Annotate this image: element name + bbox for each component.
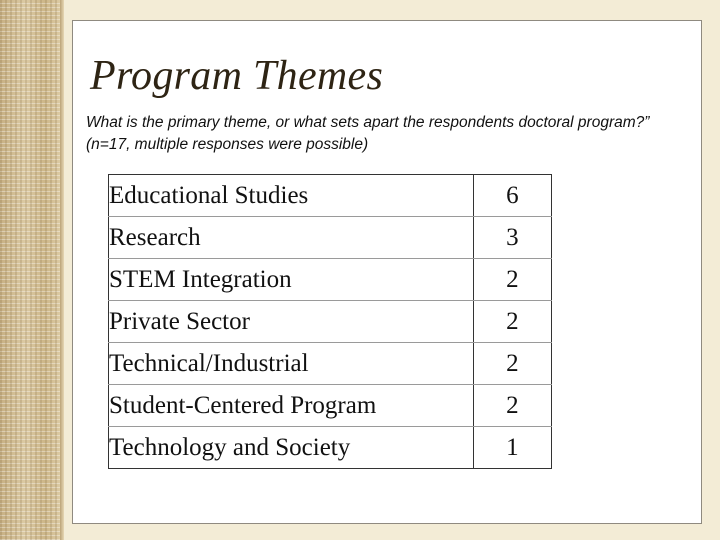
theme-count-cell: 2 bbox=[473, 343, 551, 385]
slide-subtitle: What is the primary theme, or what sets apart the respondents doctoral program?” (n=17, multiple responses were possible) bbox=[86, 114, 650, 153]
theme-count-cell: 2 bbox=[473, 385, 551, 427]
theme-name-cell: Educational Studies bbox=[109, 175, 474, 217]
themes-table bbox=[108, 174, 552, 469]
table-row bbox=[109, 385, 552, 427]
table-row bbox=[109, 217, 552, 259]
theme-count-cell: 6 bbox=[473, 175, 551, 217]
table-row bbox=[109, 301, 552, 343]
theme-name-cell: Technology and Society bbox=[109, 427, 474, 469]
table-row bbox=[109, 175, 552, 217]
table-row bbox=[109, 343, 552, 385]
theme-name-cell: Student-Centered Program bbox=[109, 385, 474, 427]
table-row bbox=[109, 427, 552, 469]
theme-count-cell: 3 bbox=[473, 217, 551, 259]
decorative-side-strip bbox=[0, 0, 64, 540]
theme-count-cell: 1 bbox=[473, 427, 551, 469]
theme-name-cell: Private Sector bbox=[109, 301, 474, 343]
theme-name-cell: Technical/Industrial bbox=[109, 343, 474, 385]
slide-title: Program Themes bbox=[90, 53, 384, 99]
theme-name-cell: STEM Integration bbox=[109, 259, 474, 301]
theme-count-cell: 2 bbox=[473, 259, 551, 301]
table-row bbox=[109, 259, 552, 301]
theme-name-cell: Research bbox=[109, 217, 474, 259]
theme-count-cell: 2 bbox=[473, 301, 551, 343]
